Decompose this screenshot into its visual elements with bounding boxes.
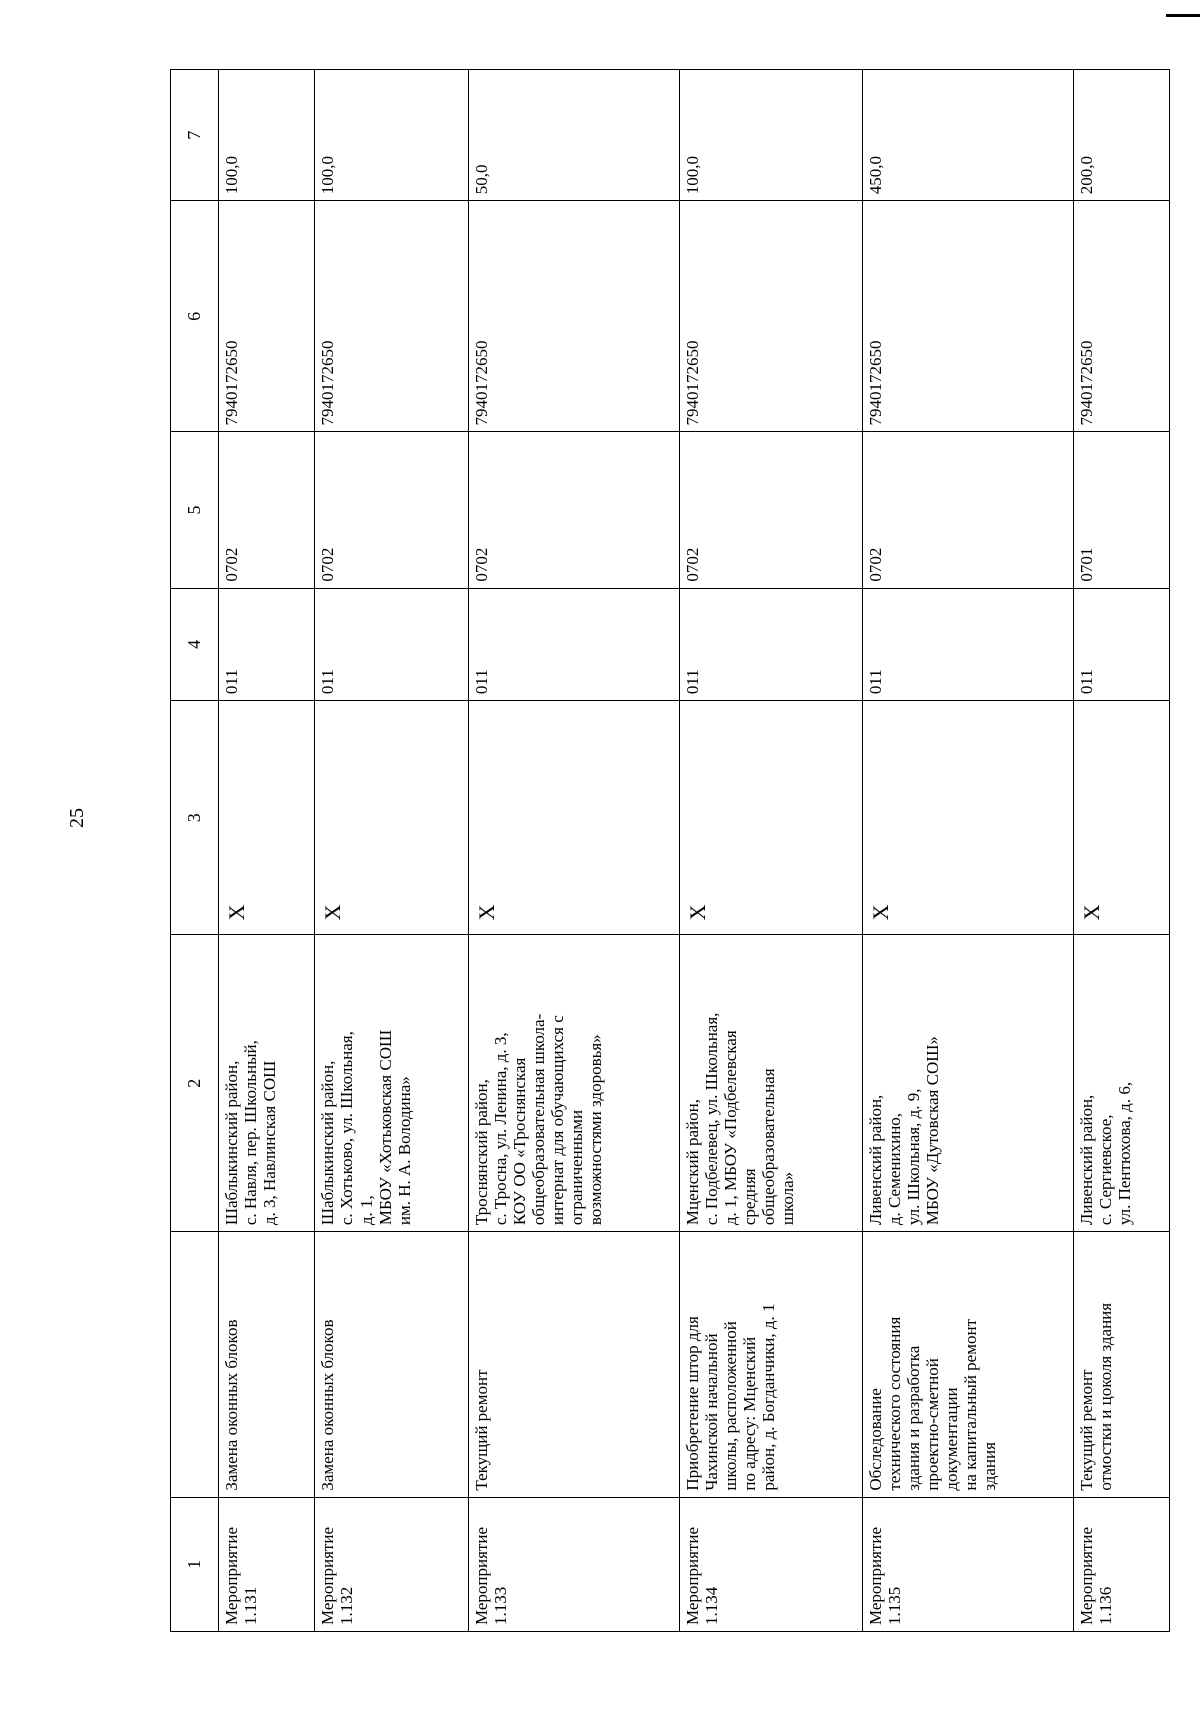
- mark-cell: Х: [1073, 701, 1169, 935]
- event-number-cell: Мероприятие 1.135: [862, 1497, 1073, 1631]
- mark-cell: Х: [219, 701, 315, 935]
- header-cell-1: 1: [171, 1497, 219, 1631]
- table-container: [170, 69, 1170, 1632]
- address-cell: Ливенский район, с. Сергиевское, ул. Пентюхова, д. 6,: [1073, 935, 1169, 1232]
- address-cell: Мценский район, с. Подбелевец, ул. Школьная, д. 1, МБОУ «Подбелевская средняя общеобразовательная школа»: [680, 935, 862, 1232]
- code-cell: 011: [680, 588, 862, 700]
- amount-cell: 200,0: [1073, 70, 1169, 201]
- mark-cell: Х: [680, 701, 862, 935]
- event-number-cell: Мероприятие 1.133: [469, 1497, 680, 1631]
- mark-cell: Х: [315, 701, 469, 935]
- header-cell-description: [171, 1232, 219, 1498]
- address-cell: Ливенский район, д. Семенихино, ул. Школьная, д. 9, МБОУ «Дутовская СОШ»: [862, 935, 1073, 1232]
- mark-cell: Х: [469, 701, 680, 935]
- target-article-cell: 7940172650: [469, 201, 680, 432]
- address-cell: Шаблыкинский район, с. Навля, пер. Школьный, д. 3, Навлинская СОШ: [219, 935, 315, 1232]
- table-header-row: [171, 70, 219, 1632]
- table-row: [1073, 70, 1169, 1632]
- event-number-cell: Мероприятие 1.132: [315, 1497, 469, 1631]
- event-description-cell: Обследование технического состояния здания и разработка проектно-сметной документации на капитальный ремонт здания: [862, 1232, 1073, 1498]
- section-cell: 0702: [862, 432, 1073, 588]
- address-cell: Троснянский район, с. Тросна, ул. Ленина, д. 3, КОУ ОО «Троснянская общеобразовательная школа- интернат для обучающихся с ограниченными возможностями здоровья»: [469, 935, 680, 1232]
- header-cell-3: 3: [171, 701, 219, 935]
- section-cell: 0702: [680, 432, 862, 588]
- amount-cell: 100,0: [680, 70, 862, 201]
- amount-cell: 100,0: [315, 70, 469, 201]
- header-cell-4: 4: [171, 588, 219, 700]
- address-cell: Шаблыкинский район, с. Хотьково, ул. Школьная, д. 1, МБОУ «Хотьковская СОШ им. Н. А. Володина»: [315, 935, 469, 1232]
- event-description-cell: Текущий ремонт: [469, 1232, 680, 1498]
- target-article-cell: 7940172650: [680, 201, 862, 432]
- target-article-cell: 7940172650: [862, 201, 1073, 432]
- code-cell: 011: [315, 588, 469, 700]
- amount-cell: 100,0: [219, 70, 315, 201]
- table-row: [219, 70, 315, 1632]
- event-number-cell: Мероприятие 1.136: [1073, 1497, 1169, 1631]
- section-cell: 0702: [469, 432, 680, 588]
- target-article-cell: 7940172650: [315, 201, 469, 432]
- table-row: [680, 70, 862, 1632]
- budget-table: [170, 69, 1170, 1632]
- section-cell: 0701: [1073, 432, 1169, 588]
- event-description-cell: Приобретение штор для Чахинской начальной школы, расположенной по адресу: Мценский район, д. Богданчики, д. 1: [680, 1232, 862, 1498]
- event-description-cell: Текущий ремонт отмостки и цоколя здания: [1073, 1232, 1169, 1498]
- header-cell-2: 2: [171, 935, 219, 1232]
- header-cell-7: 7: [171, 70, 219, 201]
- event-description-cell: Замена оконных блоков: [315, 1232, 469, 1498]
- code-cell: 011: [1073, 588, 1169, 700]
- section-cell: 0702: [315, 432, 469, 588]
- page-number: 25: [66, 808, 88, 828]
- table-row: [862, 70, 1073, 1632]
- event-number-cell: Мероприятие 1.134: [680, 1497, 862, 1631]
- event-description-cell: Замена оконных блоков: [219, 1232, 315, 1498]
- target-article-cell: 7940172650: [1073, 201, 1169, 432]
- table-row: [469, 70, 680, 1632]
- table-row: [315, 70, 469, 1632]
- code-cell: 011: [219, 588, 315, 700]
- mark-cell: Х: [862, 701, 1073, 935]
- code-cell: 011: [469, 588, 680, 700]
- code-cell: 011: [862, 588, 1073, 700]
- edge-mark: [1166, 14, 1200, 17]
- header-cell-5: 5: [171, 432, 219, 588]
- header-cell-6: 6: [171, 201, 219, 432]
- section-cell: 0702: [219, 432, 315, 588]
- target-article-cell: 7940172650: [219, 201, 315, 432]
- amount-cell: 450,0: [862, 70, 1073, 201]
- event-number-cell: Мероприятие 1.131: [219, 1497, 315, 1631]
- amount-cell: 50,0: [469, 70, 680, 201]
